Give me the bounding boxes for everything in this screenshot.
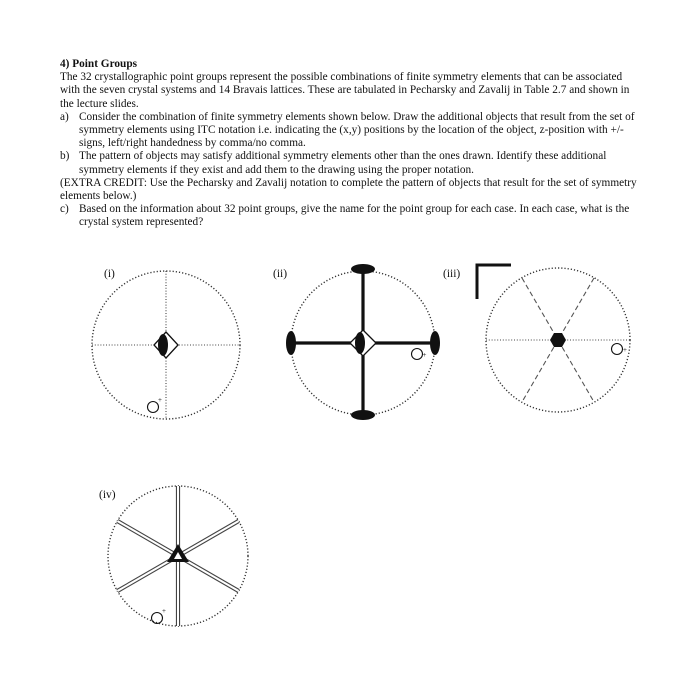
figure-ii-right-twofold-icon: [430, 331, 440, 355]
figure-i-label: (i): [104, 268, 115, 280]
item-c-text: Based on the information about 32 point groups, give the name for the point group for each case. In each case, what is the crystal system represented?: [79, 203, 630, 229]
figure-iii-label: (iii): [443, 268, 461, 280]
figure-ii-left-twofold-icon: [286, 331, 296, 355]
item-b-label: b): [60, 150, 70, 163]
item-a-text: Consider the combination of finite symmetry elements shown below. Draw the additional objects that result from the set of symmetry elements using ITC notation i.e. indicating the (x,y) positions by the location of the object, z-position with +/- signs, left/right handedness by comma/no comma.: [79, 110, 635, 150]
figure-ii-object-sign: +: [422, 351, 427, 359]
item-c: [60, 203, 645, 229]
item-c-label: c): [60, 203, 69, 216]
figure-iv-diagram: [100, 480, 260, 640]
figure-iii-object-sign: +: [623, 346, 627, 354]
figure-i-object-icon: [148, 396, 163, 413]
figure-iii-sixfold-axis-icon: [550, 333, 566, 347]
item-b: [60, 150, 645, 176]
extra-credit-text: (EXTRA CREDIT: Use the Pecharsky and Zavalij notation to complete the pattern of objects that result for the set of symmetry elements below.): [60, 176, 637, 203]
figure-ii-label: (ii): [273, 268, 288, 280]
figure-ii-top-twofold-icon: [351, 264, 375, 274]
item-a: [60, 111, 645, 151]
figure-ii-bottom-twofold-icon: [351, 410, 375, 420]
figure-iii-object-icon: [612, 344, 628, 355]
figure-ii-diagram: [283, 263, 447, 427]
figure-ii-center-rotoinversion-icon: [350, 330, 376, 356]
intro-paragraph: The 32 crystallographic point groups represent the possible combinations of finite symmetry elements that can be associated with the seven crystal systems and 14 Bravais lattices. These are tabulated in Pecharsky and Zavalij in Table 2.7 and shown in the lecture slides.: [60, 71, 630, 110]
figure-iv-object-sign: +: [162, 607, 166, 615]
figure-i-object-sign: +: [158, 396, 162, 404]
question-text: [60, 58, 645, 230]
item-a-label: a): [60, 110, 69, 123]
item-b-text: The pattern of objects may satisfy additional symmetry elements other than the ones drawn. Identify these additional symmetry elements if they exist and add them to the drawing using the proper notation.: [79, 150, 607, 176]
figure-iv-label: (iv): [99, 489, 116, 501]
figure-i-twofold-rotoinversion-icon: [154, 332, 178, 358]
figure-iii-diagram: [482, 266, 642, 426]
section-heading: 4) Point Groups: [60, 58, 137, 70]
figure-i-diagram: [86, 265, 246, 425]
figure-ii-object-icon: [412, 349, 427, 360]
